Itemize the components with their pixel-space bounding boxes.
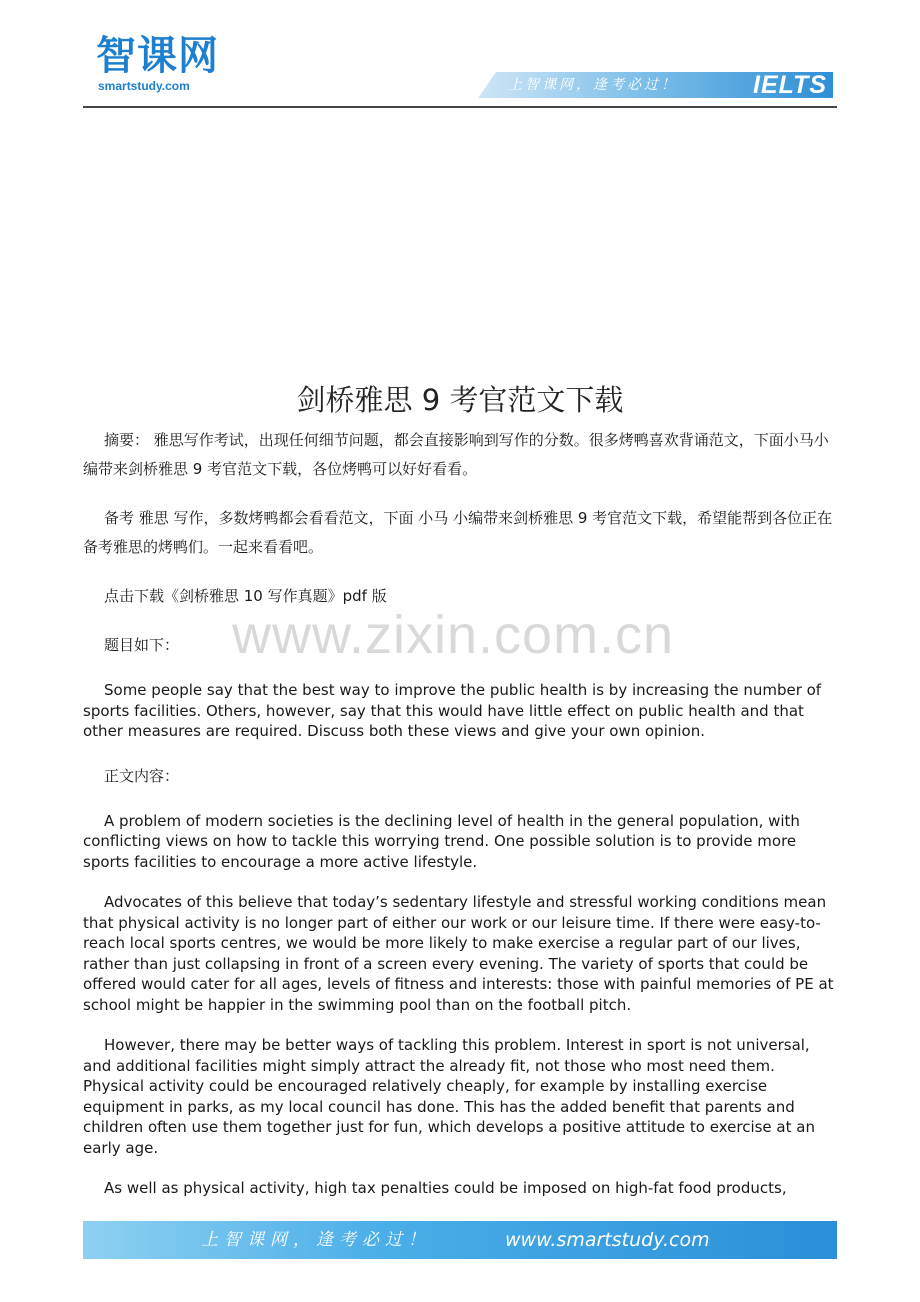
logo-text: 智课网 xyxy=(96,33,219,79)
watermark: www.zixin.com.cn xyxy=(232,605,675,665)
ielts-label: IELTS xyxy=(753,71,827,99)
body-heading: 正文内容： xyxy=(104,766,180,785)
banner-slogan: 上智课网，逢考必过！ xyxy=(508,77,678,93)
header-banner xyxy=(478,72,833,98)
header-divider xyxy=(83,106,837,108)
body-paragraph-4: As well as physical activity, high tax penalties could be imposed on high-fat food products, xyxy=(104,1179,787,1197)
intro-paragraph: 备考 雅思 写作，多数烤鸭都会看看范文，下面 小马 小编带来剑桥雅思 9 考官范文下载，希望能帮到各位正在备考雅思的烤鸭们。一起来看看吧。 xyxy=(83,509,833,556)
body-paragraph-2: Advocates of this believe that today’s sedentary lifestyle and stressful working conditions mean that physical activity is no longer part of either our work or our leisure time. If there were easy-to-reach local sports centres, we would be more likely to make exercise a regular part of our lives, rather than just collapsing in front of a screen every evening. The variety of sports that could be offered would cater for all ages, levels of fitness and interests: those with painful memories of PE at school might be happier in the swimming pool than on the football pitch. xyxy=(83,893,834,1014)
download-link[interactable]: 点击下载《剑桥雅思 10 写作真题》pdf 版 xyxy=(104,587,387,605)
page-footer xyxy=(83,1221,837,1259)
footer-url[interactable]: www.smartstudy.com xyxy=(505,1229,710,1251)
document-title: 剑桥雅思 9 考官范文下载 xyxy=(296,383,624,417)
page-header xyxy=(0,0,920,115)
footer-slogan: 上智课网，逢考必过！ xyxy=(201,1230,431,1250)
body-paragraph-1: A problem of modern societies is the declining level of health in the general population, with conflicting views on how to tackle this worrying trend. One possible solution is to provide more sports facilities to encourage a more active lifestyle. xyxy=(83,811,800,871)
body-paragraph-3: However, there may be better ways of tackling this problem. Interest in sport is not universal, and additional facilities might simply attract the already fit, not those who most need them. Physical activity could be encouraged relatively cheaply, for example by installing exercise equipment in parks, as my local council has done. This has the added benefit that parents and children often use them together just for fun, which develops a positive attitude to exercise at an early age. xyxy=(83,1036,815,1157)
question-paragraph: Some people say that the best way to improve the public health is by increasing the number of sports facilities. Others, however, say that this would have little effect on public health and that other measures are required. Discuss both these views and give your own opinion. xyxy=(83,681,822,740)
document-body xyxy=(83,426,837,1199)
question-heading: 题目如下： xyxy=(104,636,180,654)
logo-url: smartstudy.com xyxy=(98,79,190,93)
smartstudy-logo[interactable] xyxy=(96,34,246,96)
summary-paragraph: 摘要： 雅思写作考试，出现任何细节问题，都会直接影响到写作的分数。很多烤鸭喜欢背诵范文，下面小马小编带来剑桥雅思 9 考官范文下载，各位烤鸭可以好好看看。 xyxy=(83,431,829,478)
